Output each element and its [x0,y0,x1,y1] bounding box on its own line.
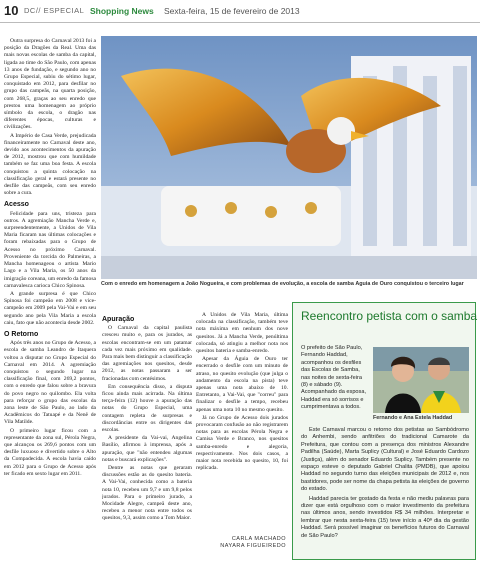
article-paragraph: A Unidos de Vila Maria, última colocada na classificação, também teve nota máxima em nenhum dos nove quesitos. Já a Mancha Verde, penúltima colocada, só atingiu a melhor nota nos quesitos bateria e samba-enredo. [196,312,288,355]
article-paragraph: Outra surpresa do Carnaval 2013 foi a posição da Dragões da Real. Uma das mais novas escolas de samba da capital, ligada ao time do São Paulo, com apenas 13 anos de fundação, e segundo ano no Grupo Especial, subiu do sétimo lugar, conquistado em 2012, para desfilar no grupo das campeãs, na quarta posição, com 268,5, graças ao seu enredo que prestou uma homenagem ao próprio símbolo da escola, o dragão nas diferentes épocas, culturas e civilizações. [4,38,96,131]
subheading-acesso: Acesso [4,201,29,209]
article-paragraph: O Carnaval da capital paulista cresceu muito e, para os jurados, as escolas encontram-se em um patamar cada vez mais próximo em qualidade. Para mais bem distinguir a classificação das agremiações nos quesitos, desde 2012, as notas passaram a ser fracionadas com centésimos. [102,325,192,382]
article-paragraph: O primeiro lugar ficou com a representante da zona sul, Pérola Negra, que alcançou os 269,6 pontos com um desfile luxuoso e divertido sobre o Alto da Compadecida. A escola havia caído em 2012 para o Grupo de Acesso após ter ficado em sexto lugar em 2011. [4,427,96,477]
page-header [0,0,480,23]
sidebar-box [292,302,476,560]
article-column-2 [102,312,192,562]
sidebar-paragraph: Este Carnaval marcou o retorno dos petistas ao Sambódromo do Anhembi, sendo anfitriões do tradicional Camarote da Prefeitura, que contou com a presença dos ministros Alexandre Padilha (Saúde), Marta Suplicy (Cultural) e José Eduardo Cardozo (Justiça), além do senador Eduardo Suplicy. Também presente no espaço esteve o deputado Gabriel Chalita (PMDB), que apoiou Haddad no segundo turno das eleições municipais de 2012 e, nos bastidores, pode ser nome da chapa petista às eleições de governo do estado. [301,427,469,493]
article-paragraph: Apesar da Águia de Ouro ter encerrado o desfile com um minuto de atraso, no quesito evolução (que julga o andamento da escola na pista) teve apenas uma nota abaixo de 10. Entretanto, a Vai-Vai, que "correu" para finalizar o desfile a tempo, recebeu apenas uma nota 10 no mesmo quesito. [196,356,288,413]
byline [210,536,286,550]
sidebar-intro: O prefeito de São Paulo, Fernando Haddad, acompanhou os desfiles das Escolas de Samba, nas noites de sexta-feira (8) e sábado (9). Acompanhado da esposa, Haddad era só sorrisos e cumprimentava a todos. [301,345,366,411]
haddad-couple-photo [373,347,469,413]
sidebar-body [301,427,469,542]
article-paragraph: Dentre as notas que geraram discussões estão as do quesito bateria. A Vai-Vai, conhecida como a bateria nota 10, recebeu um 9,7 e um 9,8 pelos jurados. Para o primeiro jurado, a Mocidade Alegre, campeã deste ano, recebeu a menor nota entre todos os quesitos, 9,3, assim como a Tom Maior. [102,465,192,522]
article-paragraph: A presidente da Vai-vai, Angelina Basílio, afirmou à imprensa, após a apuração, que "não entendeu algumas notas e buscará explicações". [102,435,192,463]
sidebar-title: Reencontro petista com o samba [301,309,478,323]
byline-author: NAYARA FIGUEIREDO [220,543,286,549]
subheading-retorno: O Retorno [4,330,39,338]
issue-date: Sexta-feira, 15 de fevereiro de 2013 [164,6,300,16]
couple-illustration [373,347,469,413]
article-paragraph: Em consequência disso, a disputa ficou ainda mais acirrada. Na última terça-feira (12) houve a apuração das notas do Grupo Especial, uma contagem repleta de surpresas e discordâncias entre os dirigentes das escolas. [102,383,192,434]
eagle-float-illustration [101,36,477,279]
photo-caption: Com o enredo em homenagem a João Nogueira, e com problemas de evolução, a escola de samba Águia de Ouro conquistou o terceiro lugar [101,281,464,287]
subheading-apuracao: Apuração [102,316,135,323]
article-column-1 [4,38,96,558]
byline-author: CARLA MACHADO [231,536,286,542]
section-name: DC// ESPECIAL [24,6,85,15]
article-paragraph: A grande surpresa é que Chico Spinosa foi campeão em 2008 e vice-campeão em 2009 pela Vai-Vai e em seu segundo ano pela Vila Maria a escola caiu, fato que não acontecia desde 2002. [4,290,96,326]
sidebar-paragraph: Haddad parecia ter gostado da festa e não mediu palavras para dizer que está orgulhoso com o maior investimento da prefeitura nas últimos anos, sendo investidos R$ 34 milhões. Interpretar e lembrar que nesta sexta-feira (15) teve início a 40ª dia da gestão Haddad. Será possível imaginar os benefícios futuros do Carnaval de São Paulo? [301,495,469,539]
carnival-float-photo [101,36,477,279]
article-paragraph: Já no Grupo de Acesso dois jurados provocaram confusão ao não registrarem notas para as escolas Pérola Negra e Camisa Verde e Branco, nos quesitos samba-enredo e alegoria, respectivamente. Nos dois casos, a maior nota recebida no quesito, 10, foi replicada. [196,414,288,472]
article-paragraph: A Império de Casa Verde, prejudicada financeiramente no Carnaval deste ano, devido aos acontecimentos da apuração de 2012, mostrou que com humildade também se faz uma boa festa. A escola conquistou a quinta colocação na classificação geral e estará presente no desfile das campeãs, com seu enredo sobre a cura. [4,132,96,197]
article-column-3 [196,312,288,540]
section-tag: Shopping News [90,6,154,16]
article-paragraph: Felicidade para uns, tristeza para outros. A agremiação Mancha Verde e, surpreendentemente, a Unidos de Vila Maria ficaram nas últimas colocações e foram rebaixadas para o Grupo de Acesso no próximo Carnaval. Proveniente da torcida do Palmeiras, a Mancha homenageou o artista Mario Lago e a Vila Maria, os 50 anos da imigração coreana, um enredo da famosa carnavalesca carioca Chico Spinosa. [4,210,96,289]
sidebar-photo-caption: Fernando e Ana Estela Haddad [373,415,453,421]
page-number: 10 [4,3,19,18]
article-paragraph: Após três anos no Grupo de Acesso, a escola de samba Leandro de Itaquera voltou a disputar no Grupo Especial do Carnaval em 2014. A agremiação conquistou o segundo lugar na classificação final, com 269,2 pontos, com o enredo que falou sobre a bravura do povo negro no quilombo. Ela volta para reforçar o grupo das escolas da zona leste de São Paulo, ao lado da Acadêmicos do Tatuapé e da Nenê de Vila Matilde. [4,340,96,426]
